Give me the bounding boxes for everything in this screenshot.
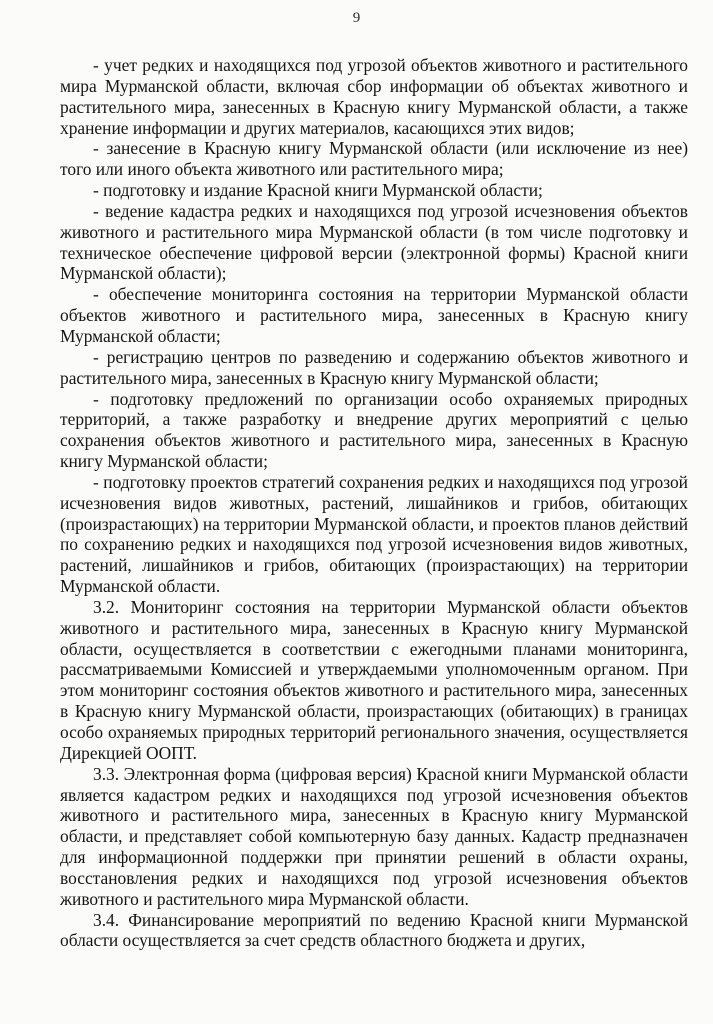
section-3-2: 3.2. Мониторинг состояния на территории Мурманской области объектов животного и растительного мира, занесенных в Красную книгу Мурманской области, осуществляется в соответствии с ежегодными планами мониторинга, рассматриваемыми Комиссией и утверждаемыми уполномоченным органом. При этом мониторинг состояния объектов животного и растительного мира, занесенных в Красную книгу Мурманской области, произрастающих (обитающих) в границах особо охраняемых природных территорий регионального значения, осуществляется Дирекцией ООПТ. [60, 596, 688, 763]
list-item-protected-areas: - подготовку предложений по организации особо охраняемых природных территорий, а также разработку и внедрение других мероприятий с целью сохранения объектов животного и растительного мира, занесенных в Красную книгу Мурманской области; [60, 388, 688, 472]
list-item-cadastre-maintenance: - ведение кадастра редких и находящихся под угрозой исчезновения объектов животного и растительного мира Мурманской области (в том числе подготовку и техническое обеспечение цифровой версии (электронной формы) Красной книги Мурманской области); [60, 200, 688, 284]
list-item-rare-species-accounting: - учет редких и находящихся под угрозой объектов животного и растительного мира Мурманской области, включая сбор информации об объектах животного и растительного мира, занесенных в Красную книгу Мурманской области, а также хранение информации и других материалов, касающихся этих видов; [60, 55, 688, 138]
list-item-conservation-strategies: - подготовку проектов стратегий сохранения редких и находящихся под угрозой исчезновения видов животных, растений, лишайников и грибов, обитающих (произрастающих) на территории Мурманской области, и проектов планов действий по сохранению редких и находящихся под угрозой исчезновения видов животных, растений, лишайников и грибов, обитающих (произрастающих) на территории Мурманской области. [60, 471, 688, 597]
section-3-4: 3.4. Финансирование мероприятий по ведению Красной книги Мурманской области осуществляется за счет средств областного бюджета и других, [60, 909, 688, 951]
document-body [60, 55, 688, 951]
list-item-red-book-inclusion: - занесение в Красную книгу Мурманской области (или исключение из нее) того или иного объекта животного или растительного мира; [60, 138, 688, 180]
list-item-red-book-publication: - подготовку и издание Красной книги Мурманской области; [93, 180, 543, 201]
list-item-monitoring: - обеспечение мониторинга состояния на территории Мурманской области объектов животного и растительного мира, занесенных в Красную книгу Мурманской области; [60, 284, 688, 346]
page-number: 9 [352, 10, 361, 26]
section-3-3: 3.3. Электронная форма (цифровая версия) Красной книги Мурманской области является кадастром редких и находящихся под угрозой исчезновения объектов животного и растительного мира, занесенных в Красную книгу Мурманской области, и представляет собой компьютерную базу данных. Кадастр предназначен для информационной поддержки при принятии решений в области охраны, восстановления редких и находящихся под угрозой исчезновения объектов животного и растительного мира Мурманской области. [60, 763, 688, 909]
list-item-breeding-centers: - регистрацию центров по разведению и содержанию объектов животного и растительного мира, занесенных в Красную книгу Мурманской области; [60, 346, 688, 388]
